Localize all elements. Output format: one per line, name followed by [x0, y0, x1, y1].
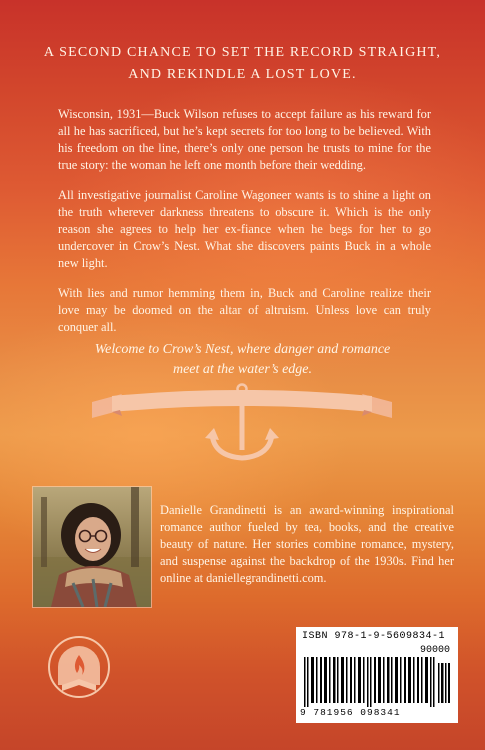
publisher-lighthouse-logo-icon [44, 625, 114, 715]
blurb [58, 106, 431, 349]
blurb-paragraph-3: With lies and rumor hemming them in, Buck and Caroline realize their love may be doomed on the altar of altruism. Unless love can truly conquer all. [58, 286, 431, 334]
barcode-number: 9 781956 098341 [300, 707, 401, 718]
isbn-barcode [296, 627, 458, 723]
welcome-line-2: meet at the water’s edge. [172, 362, 313, 377]
blurb-paragraph-2: All investigative journalist Caroline Wagoneer wants is to shine a light on the truth wherever darkness threatens to obscure it. Which is the only reason she agrees to help her ex-fiance when he begs for her to go undercover in Crow’s Nest. What she discovers paints Buck in a whole new light. [58, 188, 431, 270]
welcome-line-1: Welcome to Crow’s Nest, where danger and romance [94, 342, 391, 357]
tagline-line-2: AND REKINDLE A LOST LOVE. [128, 67, 357, 82]
author-bio: Danielle Grandinetti is an award-winning inspirational romance author fueled by tea, books, and the creative beauty of nature. Her stories combine romance, mystery, and suspense against the backdrop of the 1930s. Find her online at daniellegrandinetti.com. [160, 503, 454, 585]
tagline-line-1: A SECOND CHANCE TO SET THE RECORD STRAIGHT, [43, 45, 442, 60]
isbn-label: ISBN 978-1-9-5609834-1 [302, 631, 446, 642]
blurb-paragraph-1: Wisconsin, 1931—Buck Wilson refuses to accept failure as his reward for all he has sacrificed, but he’s kept secrets for too long to be believed. With his freedom on the line, there’s only one person he trusts to mine for the true story: the woman he left one month before their wedding. [58, 107, 431, 172]
author-photo [32, 486, 152, 608]
tagline [30, 42, 455, 86]
banner-anchor-icon [62, 380, 422, 470]
barcode-bars [302, 657, 452, 707]
welcome-line [60, 340, 425, 380]
price-code: 90000 [419, 645, 450, 656]
